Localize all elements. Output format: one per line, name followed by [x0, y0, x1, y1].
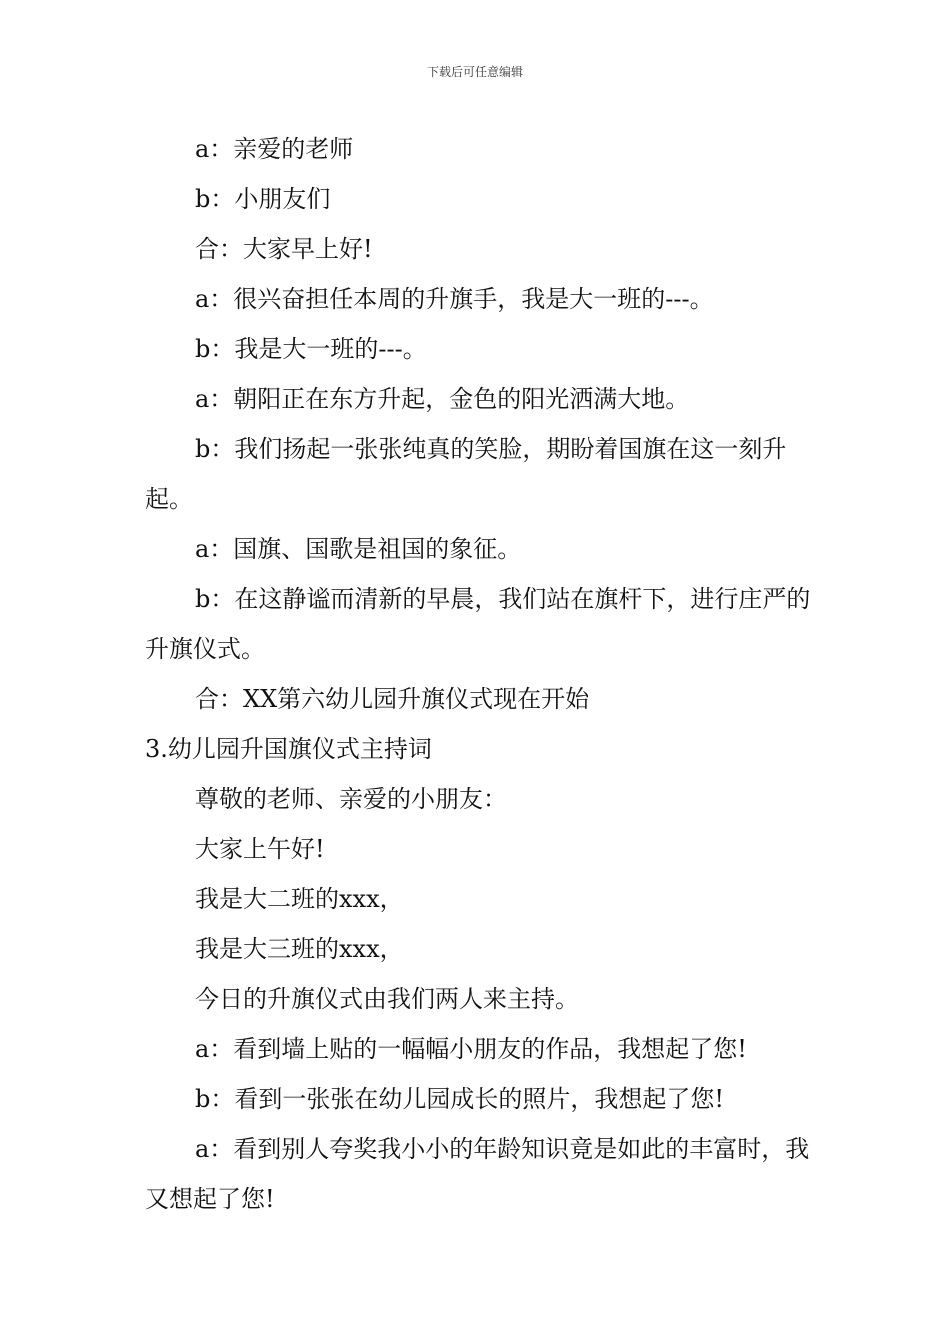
paragraph: b：我们扬起一张张纯真的笑脸，期盼着国旗在这一刻升起。: [145, 435, 787, 513]
paragraph: 今日的升旗仪式由我们两人来主持。: [195, 985, 579, 1013]
paragraph: b：我是大一班的---。: [195, 335, 427, 363]
section-heading: 3.幼儿园升国旗仪式主持词: [145, 735, 432, 763]
paragraph: a：朝阳正在东方升起，金色的阳光洒满大地。: [195, 385, 690, 413]
page-header: 下载后可任意编辑: [426, 65, 523, 79]
paragraph: 合：大家早上好!: [195, 235, 373, 263]
paragraph: a：看到墙上贴的一幅幅小朋友的作品，我想起了您!: [195, 1035, 747, 1063]
document-body: [145, 124, 825, 1224]
paragraph: 尊敬的老师、亲爱的小朋友：: [195, 785, 507, 813]
paragraph: a：很兴奋担任本周的升旗手，我是大一班的---。: [195, 285, 714, 313]
paragraph: 大家上午好!: [195, 835, 325, 863]
paragraph: 我是大三班的xxx，: [195, 935, 404, 963]
paragraph: a：国旗、国歌是祖国的象征。: [195, 535, 522, 563]
paragraph: 我是大二班的xxx，: [195, 885, 404, 913]
paragraph: b：在这静谧而清新的早晨，我们站在旗杆下，进行庄严的升旗仪式。: [145, 585, 811, 663]
paragraph: 合：XX第六幼儿园升旗仪式现在开始: [195, 685, 590, 713]
paragraph: a：亲爱的老师: [195, 135, 354, 163]
paragraph: b：看到一张张在幼儿园成长的照片，我想起了您!: [195, 1085, 725, 1113]
paragraph: b：小朋友们: [195, 185, 331, 213]
paragraph: a：看到别人夸奖我小小的年龄知识竟是如此的丰富时，我又想起了您!: [145, 1135, 810, 1213]
